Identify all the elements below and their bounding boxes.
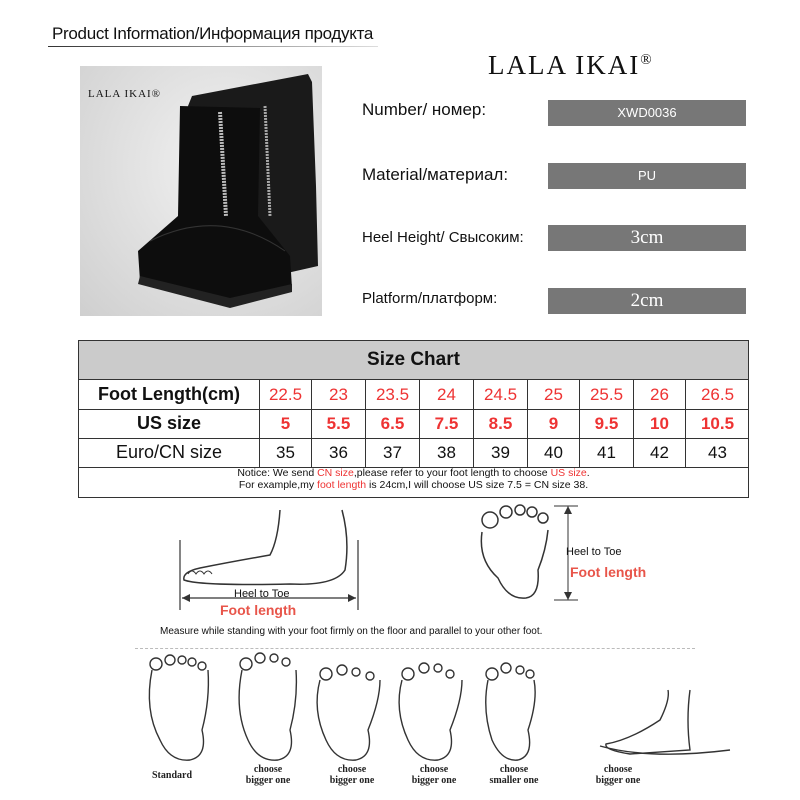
boots-illustration — [80, 66, 322, 316]
foot-type-caption — [228, 764, 308, 786]
size-cell: 35 — [260, 438, 312, 467]
caption-line-2: bigger one — [245, 775, 291, 786]
caption-line-2: bigger one — [595, 775, 641, 786]
size-cell: 24.5 — [474, 380, 528, 409]
foot-type-caption — [312, 764, 392, 786]
size-cell: 37 — [366, 438, 420, 467]
size-cell: 39 — [474, 438, 528, 467]
spec-value-number: XWD0036 — [548, 100, 746, 126]
top-heel-to-toe-label: Heel to Toe — [566, 546, 622, 558]
caption-line-1: choose — [419, 764, 449, 775]
notice-line-2: For example,my foot length is 24cm,I will choose US size 7.5 = CN size 38. — [238, 479, 589, 491]
row-label: US size — [79, 409, 260, 438]
foot-length-row — [79, 380, 748, 410]
size-cell: 41 — [580, 438, 634, 467]
caption-line-1: choose — [603, 764, 633, 775]
size-cell: 23.5 — [366, 380, 420, 409]
page-header: Product Information/Информация продукта — [52, 24, 374, 43]
size-cell: 5 — [260, 409, 312, 438]
caption-line-1: choose — [499, 764, 529, 775]
photo-logo: LALA IKAI® — [88, 88, 162, 100]
size-cell: 42 — [634, 438, 686, 467]
caption-line-1: choose — [253, 764, 283, 775]
row-label: Euro/CN size — [79, 438, 260, 467]
spec-label-material: Material/материал: — [362, 165, 509, 184]
brand-name: LALA IKAI — [488, 50, 641, 80]
size-cell: 22.5 — [260, 380, 312, 409]
foot-type-caption — [394, 764, 474, 786]
caption-line-2: bigger one — [329, 775, 375, 786]
spec-label-number: Number/ номер: — [362, 100, 487, 119]
spec-label-heel: Heel Height/ Свысоким: — [362, 229, 524, 246]
size-cell: 9.5 — [580, 409, 634, 438]
top-foot-length-label: Foot length — [570, 564, 647, 580]
spec-label-platform: Platform/платформ: — [362, 290, 498, 307]
size-chart — [78, 340, 749, 498]
row-label: Foot Length(cm) — [79, 380, 260, 409]
spec-value-platform: 2cm — [548, 288, 746, 314]
size-cell: 24 — [420, 380, 474, 409]
spec-value-material: PU — [548, 163, 746, 189]
spec-value-heel: 3cm — [548, 225, 746, 251]
header-divider — [48, 46, 378, 47]
side-heel-to-toe-label: Heel to Toe — [234, 588, 290, 600]
size-cell: 6.5 — [366, 409, 420, 438]
notice-line-1: Notice: We send CN size,please refer to your foot length to choose US size. — [237, 467, 590, 479]
size-cell: 38 — [420, 438, 474, 467]
size-cell: 43 — [708, 443, 727, 462]
foot-type-caption — [578, 764, 658, 786]
size-chart-notice — [79, 467, 748, 491]
foot-type-caption — [132, 770, 212, 781]
size-cell: 10 — [634, 409, 686, 438]
size-cell: 25 — [528, 380, 580, 409]
product-photo — [80, 66, 322, 316]
side-foot-length-label: Foot length — [220, 602, 297, 618]
size-cell: 25.5 — [580, 380, 634, 409]
foot-types-diagram — [130, 650, 760, 765]
size-cell: 26 — [634, 380, 686, 409]
euro-cn-size-row — [79, 438, 748, 468]
caption-line-2: smaller one — [489, 775, 539, 786]
size-cell: 40 — [528, 438, 580, 467]
us-size-row — [79, 409, 748, 439]
size-cell: 10.5 — [700, 414, 735, 433]
caption-line-2: bigger one — [411, 775, 457, 786]
size-cell: 23 — [312, 380, 366, 409]
caption-line-1: choose — [337, 764, 367, 775]
size-cell: 26.5 — [700, 385, 735, 404]
foot-type-caption — [474, 764, 554, 786]
size-cell: 36 — [312, 438, 366, 467]
size-cell: 5.5 — [312, 409, 366, 438]
caption-line-1: Standard — [151, 770, 192, 781]
size-chart-title: Size Chart — [79, 341, 748, 380]
measure-instruction: Measure while standing with your foot firmly on the floor and parallel to your other foot. — [160, 626, 543, 637]
size-cell: 7.5 — [420, 409, 474, 438]
size-cell: 8.5 — [474, 409, 528, 438]
registered-mark: ® — [640, 52, 654, 68]
size-cell: 9 — [528, 409, 580, 438]
brand-logo — [488, 50, 654, 81]
